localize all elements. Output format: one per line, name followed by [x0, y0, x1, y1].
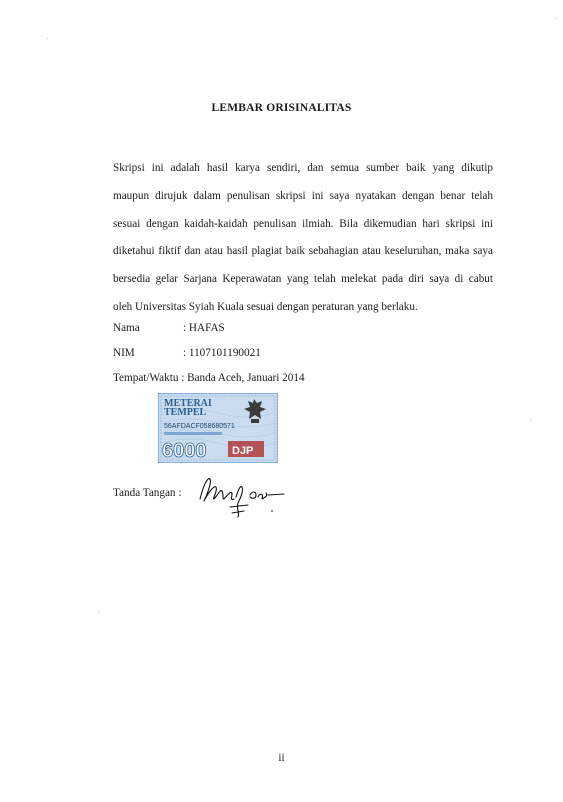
- paragraph-line: diketahui fiktif dan atau hasil plagiat baik sebahagian atau keseluruhan, maka saya: [113, 245, 493, 258]
- scan-speck: [98, 612, 99, 613]
- page-title: LEMBAR ORISINALITAS: [211, 102, 352, 114]
- tempat-waktu-value: : Banda Aceh, Januari 2014: [181, 372, 305, 384]
- handwritten-signature: [196, 473, 286, 521]
- nim-label: NIM: [113, 347, 135, 359]
- paragraph-line: oleh Universitas Syiah Kuala sesuai dengan peraturan yang berlaku.: [113, 300, 418, 313]
- nama-value: : HAFAS: [183, 322, 225, 334]
- meterai-stamp: [158, 393, 278, 463]
- paragraph-line: sesuai dengan kaidah-kaidah penulisan ilmiah. Bila dikemudian hari skripsi ini: [113, 217, 493, 230]
- field-tempat-waktu: [113, 372, 305, 384]
- scan-speck: [47, 38, 48, 39]
- signature-label: Tanda Tangan :: [113, 487, 182, 499]
- paragraph-line: maupun dirujuk dalam penulisan skripsi ini saya nyatakan dengan benar telah: [113, 189, 493, 202]
- scan-speck: [556, 18, 557, 19]
- stamp-suffix: DJP: [232, 445, 254, 457]
- page-number: ii: [278, 752, 285, 764]
- stamp-title-1: METERAI: [164, 398, 212, 409]
- paragraph-line: Skripsi ini adalah hasil karya sendiri, dan semua sumber baik yang dikutip: [113, 162, 493, 174]
- nama-label: Nama: [113, 322, 140, 334]
- paragraph-line: bersedia gelar Sarjana Keperawatan yang telah melekat pada diri saya di cabut: [113, 273, 493, 286]
- stamp-serial: 56AFDACF058680571: [164, 423, 235, 430]
- tempat-waktu-label: Tempat/Waktu: [113, 372, 179, 384]
- statement-paragraph: [113, 155, 493, 322]
- scan-speck: [530, 420, 531, 421]
- field-nama: [113, 322, 225, 334]
- stamp-value: 6000: [162, 440, 207, 462]
- field-nim: [113, 347, 261, 359]
- nim-value: : 1107101190021: [183, 347, 261, 359]
- stamp-title-2: TEMPEL: [164, 407, 207, 418]
